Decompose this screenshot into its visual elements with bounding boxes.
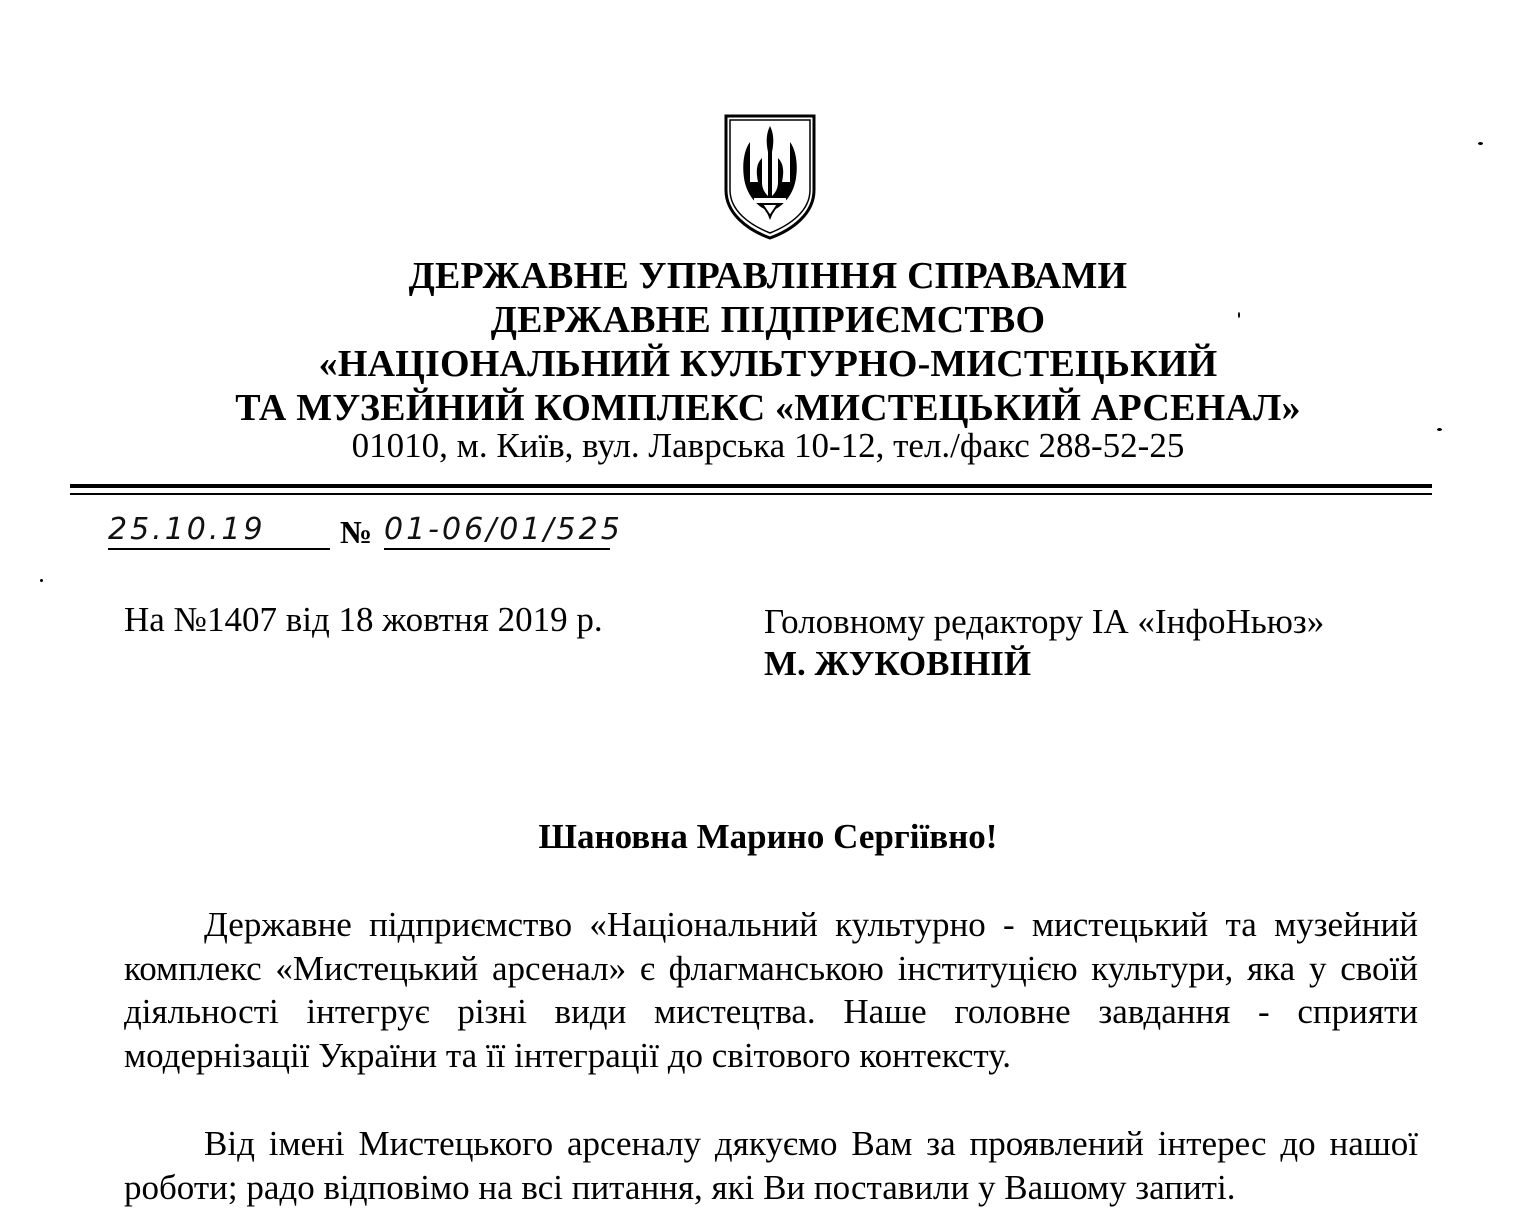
reference-line: На №1407 від 18 жовтня 2019 р. xyxy=(124,600,603,639)
addressee-name: М. ЖУКОВІНІЙ xyxy=(764,644,1032,683)
scan-speck xyxy=(1238,312,1240,318)
header-rule-thin xyxy=(70,493,1432,495)
scan-speck xyxy=(40,579,43,582)
org-line-3: «НАЦІОНАЛЬНИЙ КУЛЬТУРНО-МИСТЕЦЬКИЙ xyxy=(318,343,1218,385)
org-line-2: ДЕРЖАВНЕ ПІДПРИЄМСТВО xyxy=(490,299,1046,341)
org-address: 01010, м. Київ, вул. Лаврська 10-12, тел./факс 288-52-25 xyxy=(351,426,1185,465)
registration-number-sign: № xyxy=(340,514,373,550)
addressee-position: Головному редактору ІА «ІнфоНьюз» xyxy=(764,602,1325,641)
registration-number: 01-06/01/525 xyxy=(384,512,610,550)
body-paragraph-2: Від імені Мистецького арсеналу дякуємо Вам за проявлений інтерес до нашої роботи; радо відповімо на всі питання, які Ви поставили у Вашому запиті. xyxy=(124,1124,1418,1207)
registration-date: 25.10.19 xyxy=(108,512,330,550)
header-rule-thick xyxy=(70,484,1432,488)
trident-emblem-icon xyxy=(722,112,818,242)
org-line-4: ТА МУЗЕЙНИЙ КОМПЛЕКС «МИСТЕЦЬКИЙ АРСЕНАЛ» xyxy=(235,387,1301,429)
scan-speck xyxy=(1437,428,1442,431)
salutation: Шановна Марино Сергіївно! xyxy=(538,817,998,856)
organization-header xyxy=(0,254,1536,430)
body-paragraph-1: Державне підприємство «Національний культурно - мистецький та музейний комплекс «Мистецький арсенал» є флагманською інституцією культури, яка у своїй діяльності інтегрує різні види мистецтва. Наше головне завдання - сприяти модернізації України та її інтеграції до світового контексту. xyxy=(124,905,1418,1075)
org-line-1: ДЕРЖАВНЕ УПРАВЛІННЯ СПРАВАМИ xyxy=(408,255,1128,297)
scan-speck xyxy=(1478,142,1483,145)
